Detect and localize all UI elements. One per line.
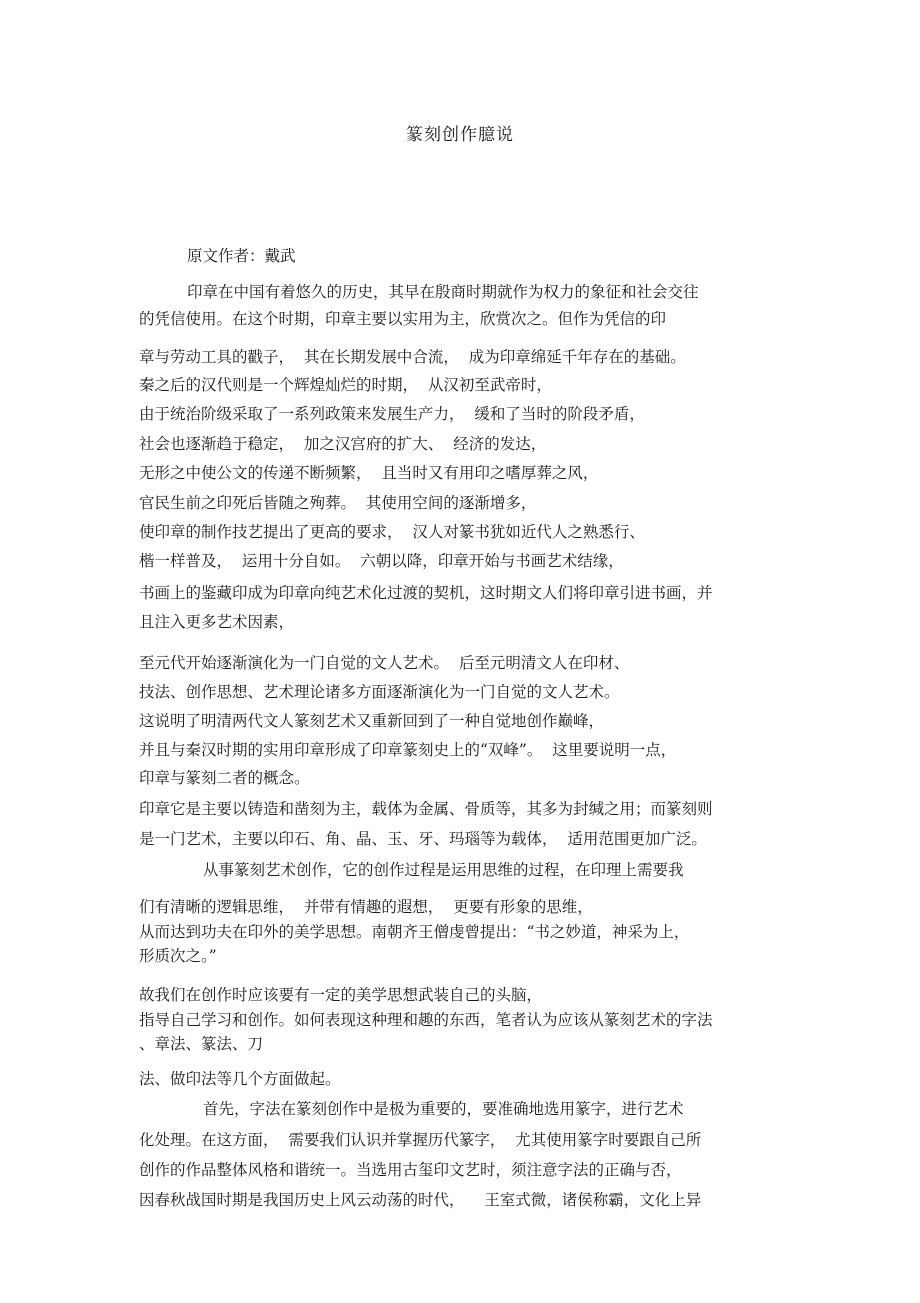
- text-line: 创作的作品整体风格和谐统一。当选用古玺印文艺时，须注意字法的正确与否，: [139, 1161, 682, 1179]
- text-line: 因春秋战国时期是我国历史上风云动荡的时代， 王室式微，诸侯称霸，文化上异: [139, 1191, 702, 1209]
- text-line: 、章法、篆法、刀: [139, 1035, 264, 1053]
- text-line: 印章它是主要以铸造和凿刻为主，载体为金属、骨质等，其多为封缄之用；而篆刻则: [139, 800, 713, 818]
- text-line: 并且与秦汉时期的实用印章形成了印章篆刻史上的“双峰”。 这里要说明一点，: [139, 741, 677, 759]
- text-line: 使印章的制作技艺提出了更高的要求， 汉人对篆书犹如近代人之熟悉行、: [139, 523, 645, 541]
- text-line: 故我们在创作时应该要有一定的美学思想武装自己的头脑，: [139, 986, 543, 1004]
- text-line: 是一门艺术，主要以印石、角、晶、玉、牙、玛瑙等为载体， 适用范围更加广泛。: [139, 830, 707, 848]
- text-line: 社会也逐渐趋于稳定， 加之汉宫府的扩大、 经济的发达，: [139, 435, 547, 453]
- text-line: 印章与篆刻二者的概念。: [139, 769, 310, 787]
- text-line: 且注入更多艺术因素，: [139, 613, 295, 631]
- text-line: 们有清晰的逻辑思维， 并带有情趣的遐想， 更要有形象的思维，: [139, 898, 593, 916]
- text-line: 至元代开始逐渐演化为一门自觉的文人艺术。 后至元明清文人在印材、: [139, 654, 630, 672]
- text-line: 技法、创作思想、艺术理论诸多方面逐渐演化为一门自觉的文人艺术。: [139, 683, 620, 701]
- text-line: 从而达到功夫在印外的美学思想。南朝齐王僧虔曾提出：“书之妙道，神采为上，: [139, 923, 690, 941]
- document-title: 篆刻创作臆说: [406, 125, 514, 145]
- text-line: 无形之中使公文的传递不断频繁， 且当时又有用印之嗜厚葬之风，: [139, 464, 599, 482]
- text-line: 的凭信使用。在这个时期，印章主要以实用为主，欣赏次之。但作为凭信的印: [139, 310, 667, 328]
- text-line: 指导自己学习和创作。如何表现这种理和趣的东西，笔者认为应该从篆刻艺术的字法: [139, 1011, 713, 1029]
- text-line: 书画上的鉴藏印成为印章向纯艺术化过渡的契机，这时期文人们将印章引进书画，并: [139, 584, 713, 602]
- text-line: 这说明了明清两代文人篆刻艺术又重新回到了一种自觉地创作巅峰，: [139, 712, 605, 730]
- author-line: 原文作者：戴武: [187, 247, 296, 265]
- text-line: 楷一样普及， 运用十分自如。 六朝以降，印章开始与书画艺术结缘，: [139, 552, 624, 570]
- text-line: 秦之后的汉代则是一个辉煌灿烂的时期， 从汉初至武帝时，: [139, 376, 552, 394]
- text-line: 形质次之。”: [139, 947, 217, 965]
- text-line: 法、做印法等几个方面做起。: [139, 1070, 341, 1088]
- text-line: 从事篆刻艺术创作，它的创作过程是运用思维的过程，在印理上需要我: [203, 861, 684, 879]
- text-line: 化处理。在这方面， 需要我们认识并掌握历代篆字， 尤其使用篆字时要跟自己所: [139, 1131, 702, 1149]
- text-line: 章与劳动工具的戳子， 其在长期发展中合流， 成为印章绵延千年存在的基础。: [139, 348, 686, 366]
- text-line: 印章在中国有着悠久的历史，其早在殷商时期就作为权力的象征和社会交往: [187, 283, 699, 301]
- text-line: 由于统治阶级采取了一系列政策来发展生产力， 缓和了当时的阶段矛盾，: [139, 405, 645, 423]
- text-line: 官民生前之印死后皆随之殉葬。 其使用空间的逐渐增多，: [139, 494, 537, 512]
- text-line: 首先，字法在篆刻创作中是极为重要的，要准确地选用篆字，进行艺术: [203, 1100, 684, 1118]
